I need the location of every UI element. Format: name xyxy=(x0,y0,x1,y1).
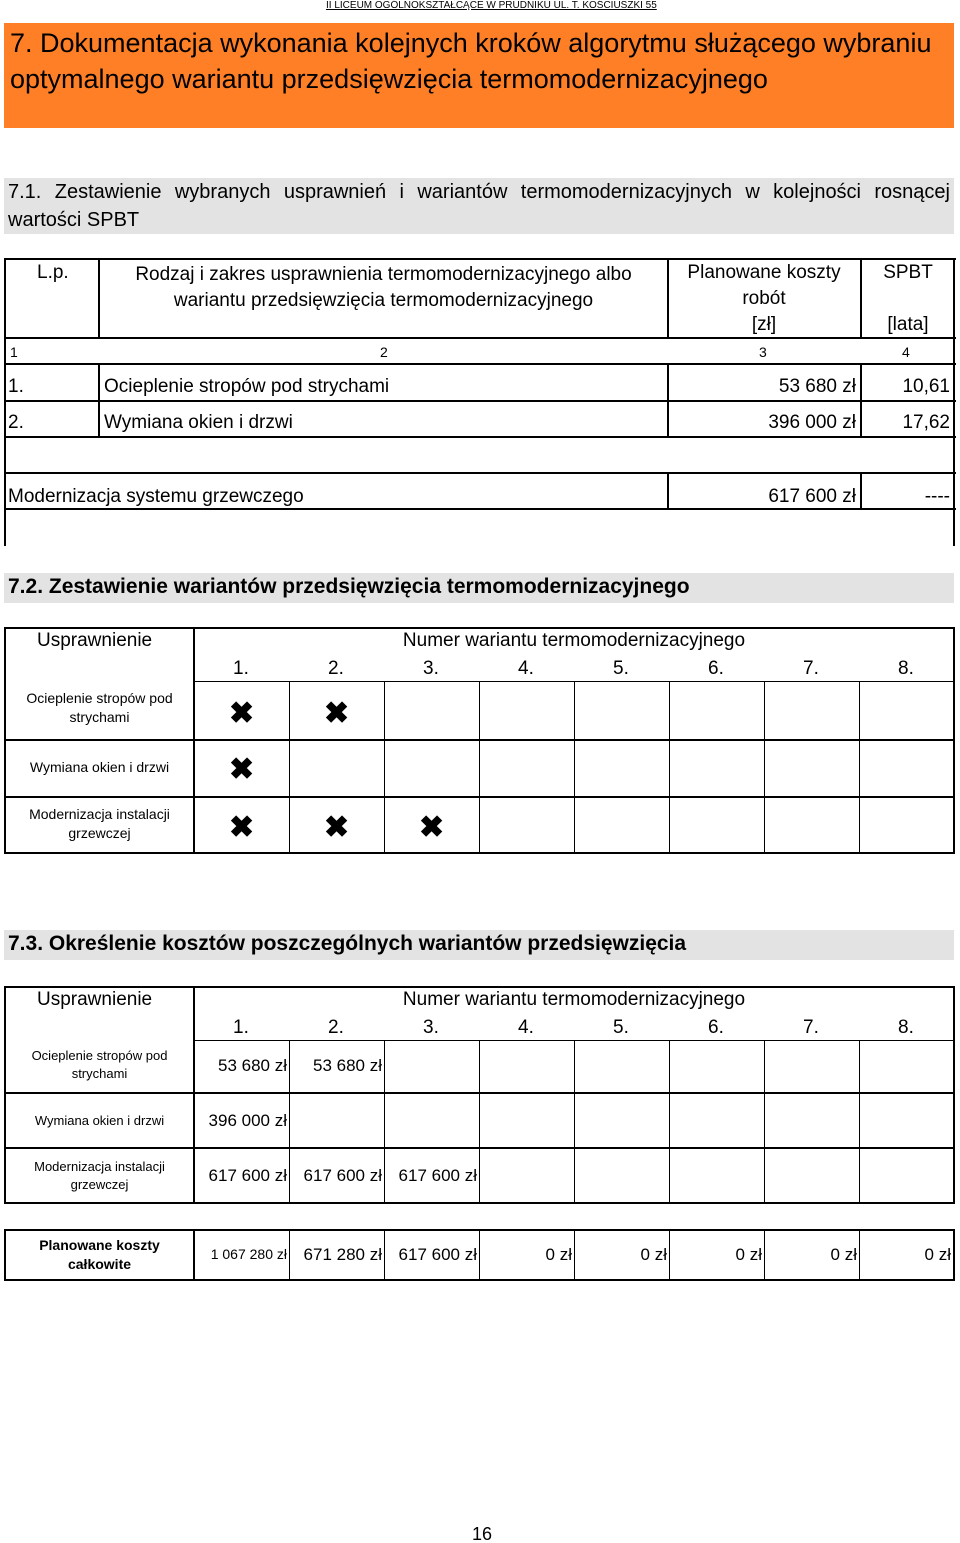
col-spbt-header-1: SPBT xyxy=(883,262,933,283)
total-value: 0 zł xyxy=(545,1245,572,1264)
row-cost: 617 600 zł xyxy=(768,486,856,507)
variant-number: 8. xyxy=(898,658,914,679)
total-value: 0 zł xyxy=(735,1245,762,1264)
col-cost-header-1: Planowane koszty xyxy=(687,262,841,283)
page-number: 16 xyxy=(472,1524,493,1543)
col-desc-header: Rodzaj i zakres usprawnienia termomodernizacyjnego albo wariantu przedsięwzięcia termomodernizacyjnego xyxy=(135,264,632,311)
col-variant-header: Numer wariantu termomodernizacyjnego xyxy=(402,989,746,1010)
col-variant-header: Numer wariantu termomodernizacyjnego xyxy=(402,630,746,651)
cost-value: 617 600 zł xyxy=(303,1166,382,1185)
variant-number: 6. xyxy=(708,658,724,679)
row-spbt: 10,61 xyxy=(902,376,950,397)
row-spbt: 17,62 xyxy=(902,412,950,433)
row-label: Ocieplenie stropów pod strychami xyxy=(26,690,173,725)
row-label: Wymiana okien i drzwi xyxy=(29,759,170,775)
total-label: Planowane koszty całkowite xyxy=(39,1237,160,1272)
row-cost: 53 680 zł xyxy=(778,376,856,397)
section-7-1-heading: 7.1. Zestawienie wybranych usprawnień i wariantów termomodernizacyjnych w kolejności rosnącej wartości SPBT xyxy=(4,178,954,234)
cross-mark-icon: ✖ xyxy=(324,811,350,844)
variant-number: 5. xyxy=(613,1017,629,1038)
cross-mark-icon: ✖ xyxy=(229,753,255,786)
total-value: 1 067 280 zł xyxy=(210,1246,287,1262)
row-desc: Wymiana okien i drzwi xyxy=(104,412,293,433)
cost-value: 396 000 zł xyxy=(208,1111,287,1130)
total-value: 0 zł xyxy=(924,1245,951,1264)
school-header: II LICEUM OGÓLNOKSZTAŁCĄCE W PRUDNIKU UL. T. KOŚCIUSZKI 55 xyxy=(326,0,657,11)
col-spbt-header-2: [lata] xyxy=(887,314,929,335)
total-value: 0 zł xyxy=(640,1245,667,1264)
col-usprawnienie-header: Usprawnienie xyxy=(37,989,153,1010)
variant-number: 3. xyxy=(423,1017,439,1038)
variant-number: 2. xyxy=(328,1017,344,1038)
variant-number: 4. xyxy=(518,1017,534,1038)
row-label: Modernizacja instalacji grzewczej xyxy=(34,1159,165,1192)
col-number: 1 xyxy=(10,344,18,360)
chapter-title: 7. Dokumentacja wykonania kolejnych kroków algorytmu służącego wybraniu optymalnego wariantu przedsięwzięcia termomodernizacyjnego xyxy=(4,23,954,128)
total-value: 0 zł xyxy=(830,1245,857,1264)
col-cost-header-2: robót xyxy=(742,288,786,309)
row-label: Modernizacja instalacji grzewczej xyxy=(29,806,170,841)
col-number: 4 xyxy=(902,344,910,360)
col-number: 3 xyxy=(759,344,767,360)
section-7-3-heading: 7.3. Określenie kosztów poszczególnych wariantów przedsięwzięcia xyxy=(4,930,954,960)
variant-number: 5. xyxy=(613,658,629,679)
row-cost: 396 000 zł xyxy=(768,412,856,433)
variant-number: 3. xyxy=(423,658,439,679)
cross-mark-icon: ✖ xyxy=(229,697,255,730)
col-usprawnienie-header: Usprawnienie xyxy=(37,630,153,651)
variant-number: 6. xyxy=(708,1017,724,1038)
cross-mark-icon: ✖ xyxy=(324,697,350,730)
col-cost-header-3: [zł] xyxy=(751,314,777,335)
col-lp-header: L.p. xyxy=(37,262,69,283)
variant-number: 1. xyxy=(233,1017,249,1038)
cost-value: 53 680 zł xyxy=(218,1056,287,1075)
section-7-2-heading: 7.2. Zestawienie wariantów przedsięwzięcia termomodernizacyjnego xyxy=(4,573,954,603)
row-label: Wymiana okien i drzwi xyxy=(34,1113,165,1128)
cost-value: 53 680 zł xyxy=(313,1056,382,1075)
cross-mark-icon: ✖ xyxy=(419,811,445,844)
variant-number: 2. xyxy=(328,658,344,679)
variant-number: 8. xyxy=(898,1017,914,1038)
row-lp: 2. xyxy=(8,412,24,433)
total-value: 671 280 zł xyxy=(303,1245,382,1264)
row-desc: Ocieplenie stropów pod strychami xyxy=(104,376,390,397)
total-value: 617 600 zł xyxy=(398,1245,477,1264)
variant-number: 4. xyxy=(518,658,534,679)
row-lp: 1. xyxy=(8,376,24,397)
cost-value: 617 600 zł xyxy=(208,1166,287,1185)
row-label: Ocieplenie stropów pod strychami xyxy=(31,1048,168,1081)
col-number: 2 xyxy=(380,344,388,360)
row-desc: Modernizacja systemu grzewczego xyxy=(8,486,304,507)
row-spbt: ---- xyxy=(924,486,950,507)
cost-value: 617 600 zł xyxy=(398,1166,477,1185)
variant-number: 7. xyxy=(803,1017,819,1038)
variant-number: 7. xyxy=(803,658,819,679)
cross-mark-icon: ✖ xyxy=(229,811,255,844)
variant-number: 1. xyxy=(233,658,249,679)
